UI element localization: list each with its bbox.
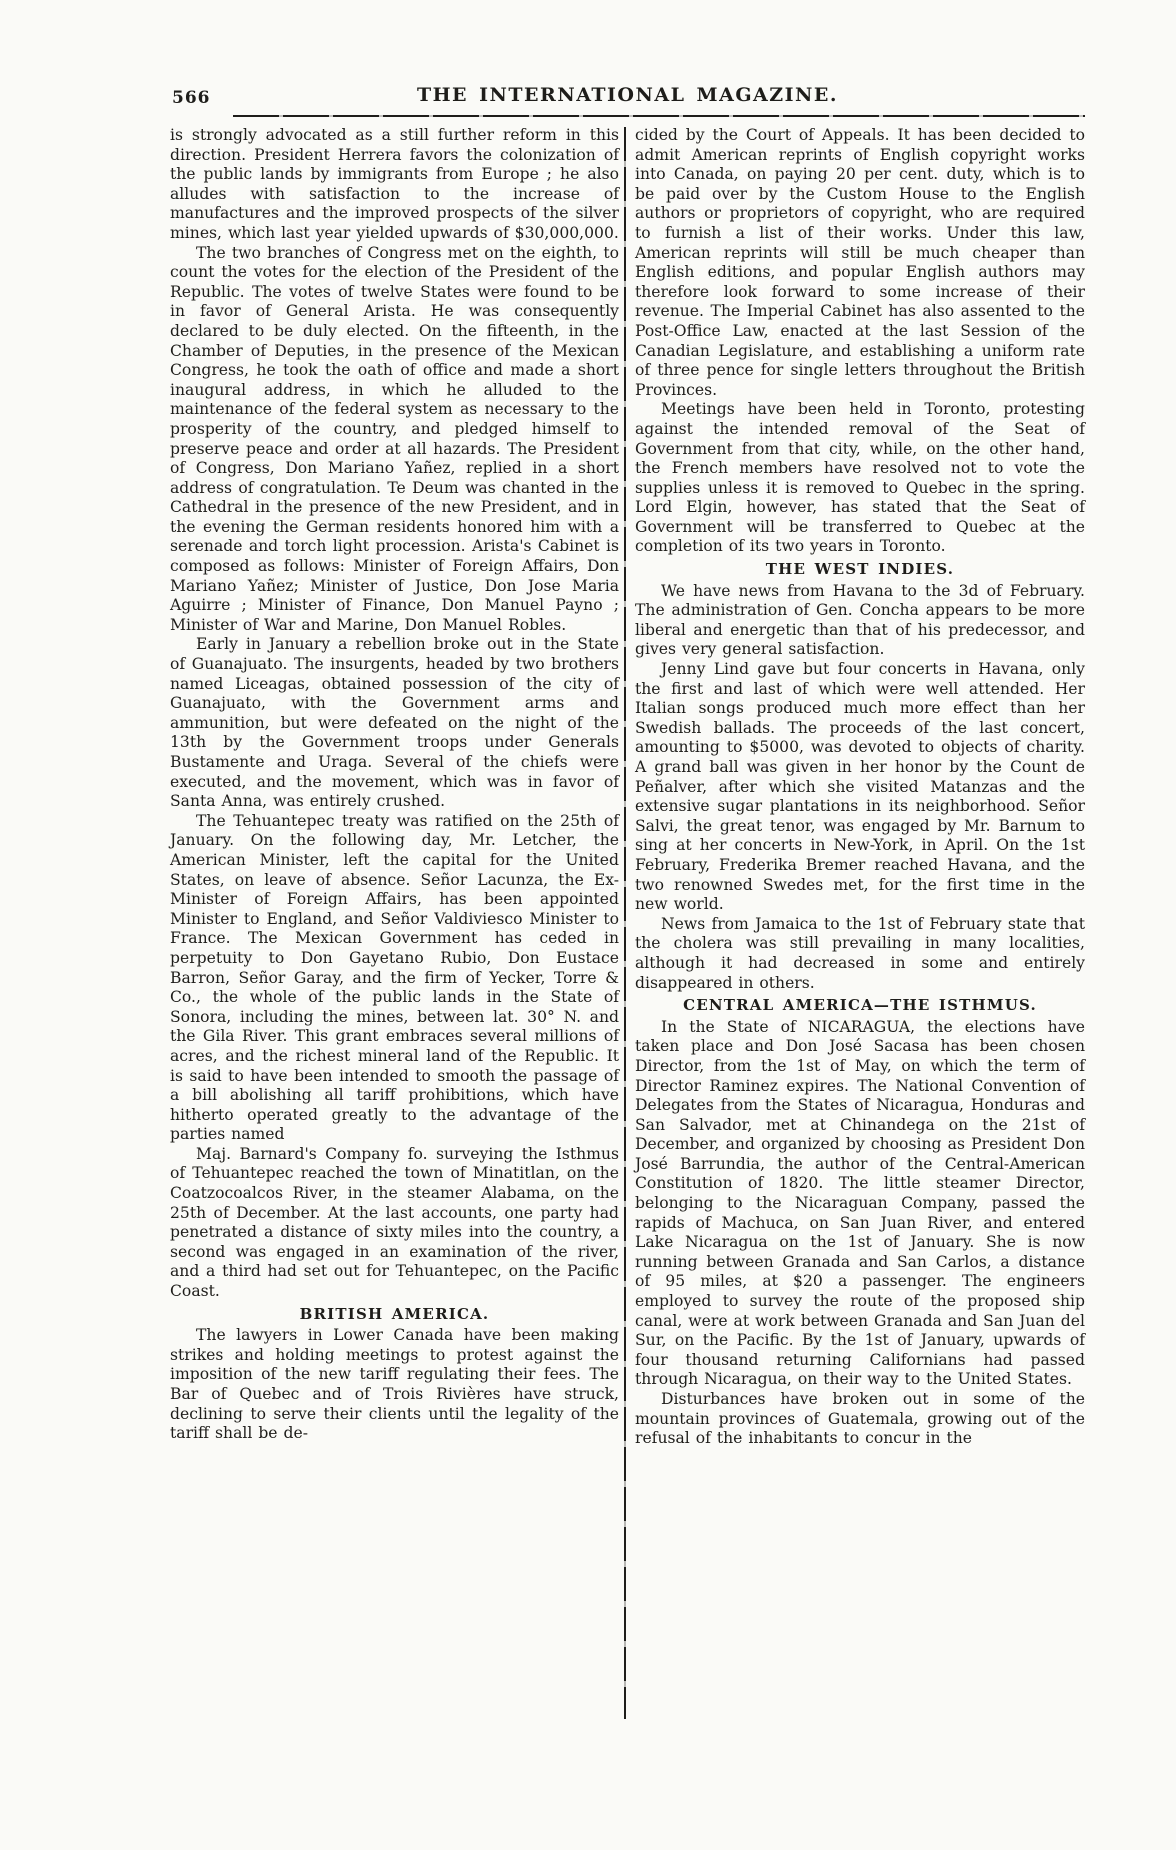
paragraph: Meetings have been held in Toronto, protesting against the intended removal of the Seat of Government from that city, while, on the other hand, the French members have resolved not to vote the supplies unless it is removed to Quebec in the spring. Lord Elgin, however, has stated that the Seat of Government will be transferred to Quebec at the completion of its two years in Toronto. (635, 400, 1085, 556)
header-rule (233, 115, 1085, 117)
paragraph: cided by the Court of Appeals. It has been decided to admit American reprints of English copyright works into Canada, on paying 20 per cent. duty, which is to be paid over by the Custom House to the English authors or proprietors of copyright, who are required to furnish a list of their works. Under this law, American reprints will still be much cheaper than English editions, and popular English authors may therefore look forward to some increase of their revenue. The Imperial Cabinet has also assented to the Post-Office Law, enacted at the last Session of the Canadian Legislature, and establishing a uniform rate of three pence for single letters throughout the British Provinces. (635, 126, 1085, 399)
text-columns (170, 126, 1085, 1449)
paragraph: The two branches of Congress met on the eighth, to count the votes for the election of the President of the Republic. The votes of twelve States were found to be in favor of General Arista. He was consequently declared to be duly elected. On the fifteenth, in the Chamber of Deputies, in the presence of the Mexican Congress, he took the oath of office and made a short inaugural address, in which he alluded to the maintenance of the federal system as necessary to the prosperity of the country, and pledged himself to preserve peace and order at all hazards. The President of Congress, Don Mariano Yañez, replied in a short address of congratulation. Te Deum was chanted in the Cathedral in the presence of the new President, and in the evening the German residents honored him with a serenade and torch light procession. Arista's Cabinet is composed as follows: Minister of Foreign Affairs, Don Mariano Yañez; Minister of Justice, Don Jose Maria Aguirre ; Minister of Finance, Don Manuel Payno ; Minister of War and Marine, Don Manuel Robles. (170, 243, 619, 634)
page-number: 566 (172, 88, 211, 108)
section-heading: BRITISH AMERICA. (299, 1304, 490, 1323)
section-heading: THE WEST INDIES. (765, 560, 955, 579)
left-column (170, 126, 619, 1444)
paragraph: We have news from Havana to the 3d of February. The administration of Gen. Concha appears to be more liberal and energetic than that of his predecessor, and gives very general satisfaction. (635, 581, 1085, 659)
paragraph: News from Jamaica to the 1st of February state that the cholera was still prevailing in many localities, although it had decreased in some and entirely disappeared in others. (635, 914, 1085, 992)
right-column (635, 126, 1085, 1449)
section-heading: CENTRAL AMERICA—THE ISTHMUS. (683, 996, 1037, 1015)
paragraph: The Tehuantepec treaty was ratified on the 25th of January. On the following day, Mr. Letcher, the American Minister, left the capital for the United States, on leave of absence. Señor Lacunza, the Ex-Minister of Foreign Affairs, has been appointed Minister to England, and Señor Valdiviesco Minister to France. The Mexican Government has ceded in perpetuity to Don Gayetano Rubio, Don Eustace Barron, Señor Garay, and the firm of Yecker, Torre & Co., the whole of the public lands in the State of Sonora, including the mines, between lat. 30° N. and the Gila River. This grant embraces several millions of acres, and the richest mineral land of the Republic. It is said to have been intended to smooth the passage of a bill abolishing all tariff prohibitions, which have hitherto operated greatly to the advantage of the parties named (170, 811, 619, 1144)
paragraph: In the State of NICARAGUA, the elections have taken place and Don José Sacasa has been chosen Director, from the 1st of May, on which the term of Director Raminez expires. The National Convention of Delegates from the States of Nicaragua, Honduras and San Salvador, met at Chinandega on the 21st of December, and organized by choosing as President Don José Barrundia, the author of the Central-American Constitution of 1820. The little steamer Director, belonging to the Nicaraguan Company, passed the rapids of Machuca, on San Juan River, and entered Lake Nicaragua on the 1st of January. She is now running between Granada and San Carlos, a distance of 95 miles, at $20 a passenger. The engineers employed to survey the route of the proposed ship canal, were at work between Granada and San Juan del Sur, on the Pacific. By the 1st of January, upwards of four thousand returning Californians had passed through Nicaragua, on their way to the United States. (635, 1017, 1085, 1389)
magazine-title: THE INTERNATIONAL MAGAZINE. (416, 84, 839, 106)
paragraph: Disturbances have broken out in some of the mountain provinces of Guatemala, growing out of the refusal of the inhabitants to concur in the (635, 1390, 1085, 1448)
paragraph: Jenny Lind gave but four concerts in Havana, only the first and last of which were well attended. Her Italian songs produced much more effect than her Swedish ballads. The proceeds of the last concert, amounting to $5000, was devoted to objects of charity. A grand ball was given in her honor by the Count de Peñalver, after which she visited Matanzas and the extensive sugar plantations in its neighborhood. Señor Salvi, the great tenor, was engaged by Mr. Barnum to sing at her concerts in New-York, in April. On the 1st February, Frederika Bremer reached Havana, and the two renowned Swedes met, for the first time in the new world. (635, 660, 1085, 914)
paragraph: Maj. Barnard's Company fo. surveying the Isthmus of Tehuantepec reached the town of Minatitlan, on the Coatzocoalcos River, in the steamer Alabama, on the 25th of December. At the last accounts, one party had penetrated a distance of sixty miles into the country, a second was engaged in an examination of the river, and a third had set out for Tehuantepec, on the Pacific Coast. (170, 1144, 619, 1301)
paragraph: The lawyers in Lower Canada have been making strikes and holding meetings to protest against the imposition of the new tariff regulating their fees. The Bar of Quebec and of Trois Rivières have struck, declining to serve their clients until the legality of the tariff shall be de- (170, 1326, 619, 1443)
page-header (170, 84, 1085, 116)
paragraph: is strongly advocated as a still further reform in this direction. President Herrera favors the colonization of the public lands by immigrants from Europe ; he also alludes with satisfaction to the increase of manufactures and the improved prospects of the silver mines, which last year yielded upwards of $30,000,000. (170, 126, 619, 242)
paragraph: Early in January a rebellion broke out in the State of Guanajuato. The insurgents, headed by two brothers named Liceagas, obtained possession of the city of Guanajuato, with the Government arms and ammunition, but were defeated on the night of the 13th by the Government troops under Generals Bustamente and Uraga. Several of the chiefs were executed, and the movement, which was in favor of Santa Anna, was entirely crushed. (170, 635, 619, 811)
